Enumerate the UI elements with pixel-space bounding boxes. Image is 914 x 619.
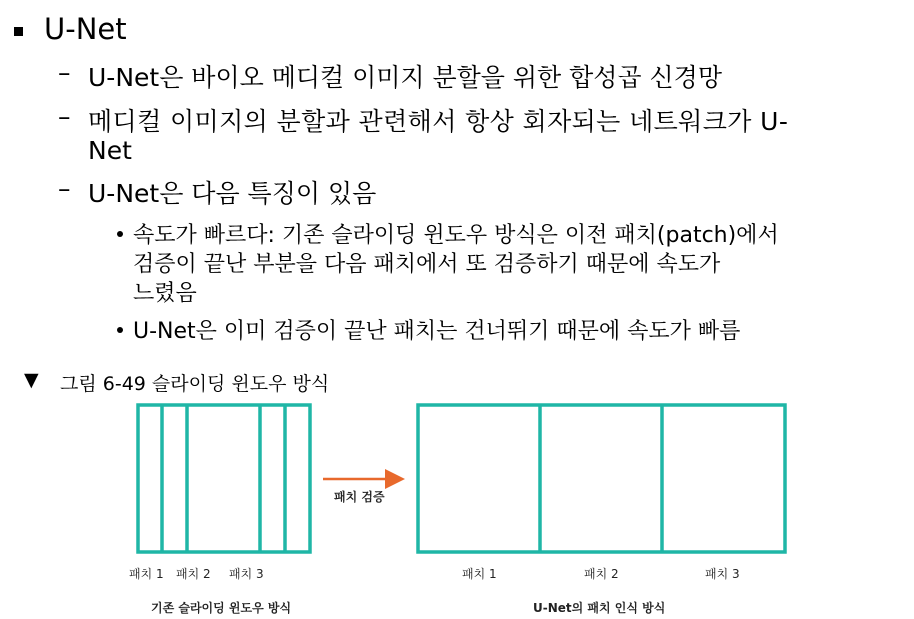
right-diagram-title: U-Net의 패치 인식 방식 xyxy=(533,601,666,615)
arrow-label: 패치 검증 xyxy=(334,490,385,504)
left-window-frame xyxy=(138,405,310,552)
sub-bullet-1-cont-b: 느렸음 xyxy=(133,281,197,306)
bullet-3: U-Net은 다음 특징이 있음 xyxy=(88,179,377,208)
left-diagram-title: 기존 슬라이딩 윈도우 방식 xyxy=(151,601,292,615)
right-patch-label: 패치 1 xyxy=(462,567,497,581)
sub-bullet-1: 속도가 빠르다: 기존 슬라이딩 윈도우 방식은 이전 패치(patch)에서 xyxy=(133,223,779,248)
left-patch-label: 패치 3 xyxy=(229,567,264,581)
dash-bullet-icon: – xyxy=(58,58,71,87)
right-patch-label: 패치 3 xyxy=(705,567,740,581)
sub-bullet-2: U-Net은 이미 검증이 끝난 패치는 건너뛰기 때문에 속도가 빠름 xyxy=(133,319,741,344)
dash-bullet-icon: – xyxy=(58,102,71,131)
right-patch-label: 패치 2 xyxy=(584,567,619,581)
bullet-2-cont: Net xyxy=(88,136,132,165)
right-outer-box xyxy=(418,405,785,552)
figure-caption: 그림 6-49 슬라이딩 윈도우 방식 xyxy=(60,373,330,395)
sub-bullet-1-cont-a: 검증이 끝난 부분을 다음 패치에서 또 검증하기 때문에 속도가 xyxy=(133,252,721,277)
left-patch-label: 패치 2 xyxy=(176,567,211,581)
right-window-frame xyxy=(418,405,785,552)
triangle-down-icon: ▼ xyxy=(24,369,39,391)
left-patch-label: 패치 1 xyxy=(129,567,164,581)
bullet-2: 메디컬 이미지의 분할과 관련해서 항상 회자되는 네트워크가 U- xyxy=(88,107,789,136)
dash-bullet-icon: – xyxy=(58,174,71,203)
heading: U-Net xyxy=(44,12,127,46)
bullet-1: U-Net은 바이오 메디컬 이미지 분할을 위한 합성곱 신경망 xyxy=(88,63,722,92)
